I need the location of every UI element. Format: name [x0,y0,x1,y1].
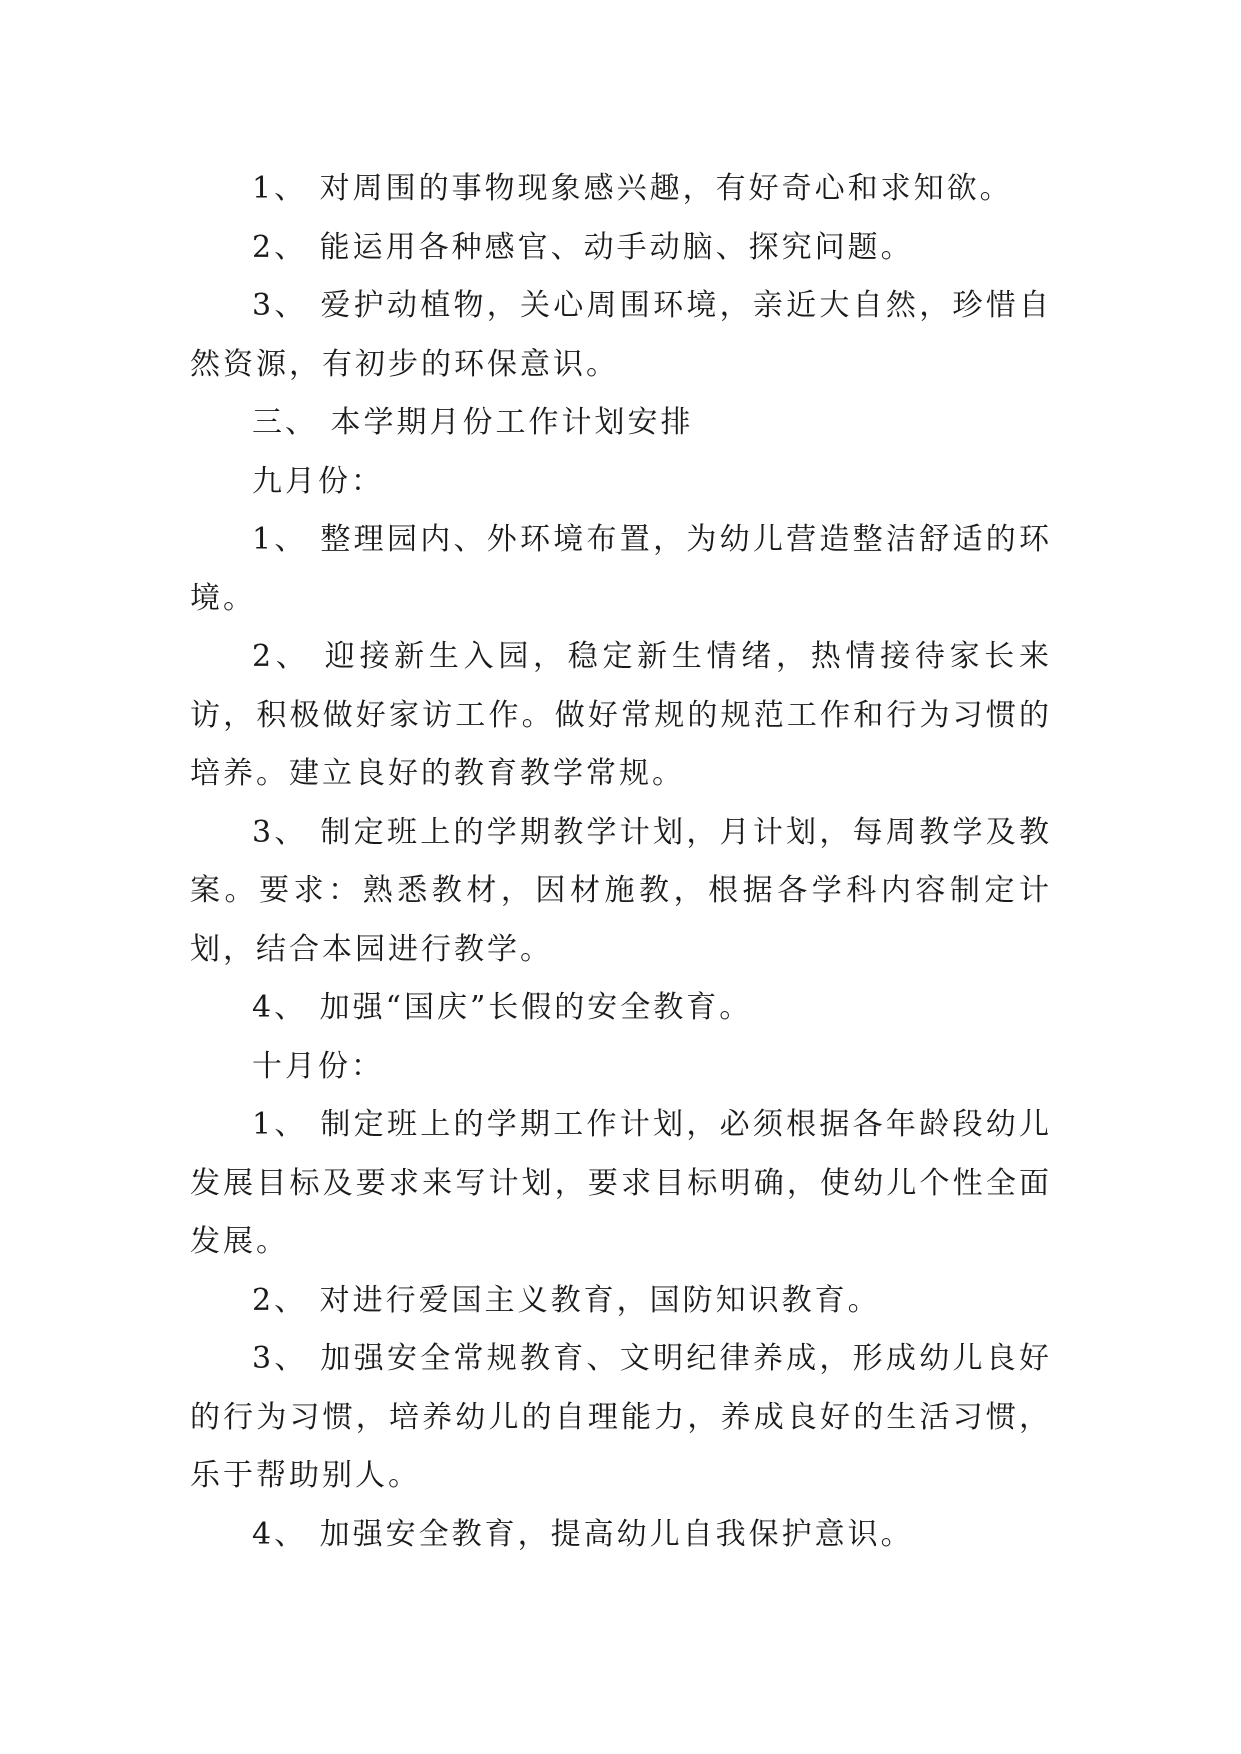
paragraph: 3、 爱护动植物，关心周围环境，亲近大自然，珍惜自然资源，有初步的环保意识。 [190,288,1052,382]
paragraph: 2、 能运用各种感官、动手动脑、探究问题。 [252,229,914,265]
section-heading: 三、 本学期月份工作计划安排 [252,405,694,440]
paragraph: 1、 制定班上的学期工作计划，必须根据各年龄段幼儿发展目标及要求来写计划，要求目标明确，使幼儿个性全面发展。 [190,1107,1052,1259]
month-heading: 九月份： [252,463,384,499]
paragraph: 1、 对周围的事物现象感兴趣，有好奇心和求知欲。 [252,171,1013,206]
document-page [190,160,1052,1564]
paragraph: 3、 制定班上的学期教学计划，月计划，每周教学及教案。要求：熟悉教材，因材施教，根据各学科内容制定计划，结合本园进行教学。 [190,814,1052,967]
paragraph: 2、 迎接新生入园，稳定新生情绪，热情接待家长来访，积极做好家访工作。做好常规的规范工作和行为习惯的培养。建立良好的教育教学常规。 [190,639,1052,791]
paragraph: 4、 加强安全教育，提高幼儿自我保护意识。 [252,1516,914,1552]
paragraph: 1、 整理园内、外环境布置，为幼儿营造整洁舒适的环境。 [190,522,1052,616]
paragraph: 3、 加强安全常规教育、文明纪律养成，形成幼儿良好的行为习惯，培养幼儿的自理能力，养成良好的生活习惯，乐于帮助别人。 [190,1341,1052,1493]
month-heading: 十月份： [252,1048,384,1084]
paragraph: 2、 对进行爱国主义教育，国防知识教育。 [252,1282,881,1318]
paragraph: 4、 加强“国庆”长假的安全教育。 [252,990,753,1025]
